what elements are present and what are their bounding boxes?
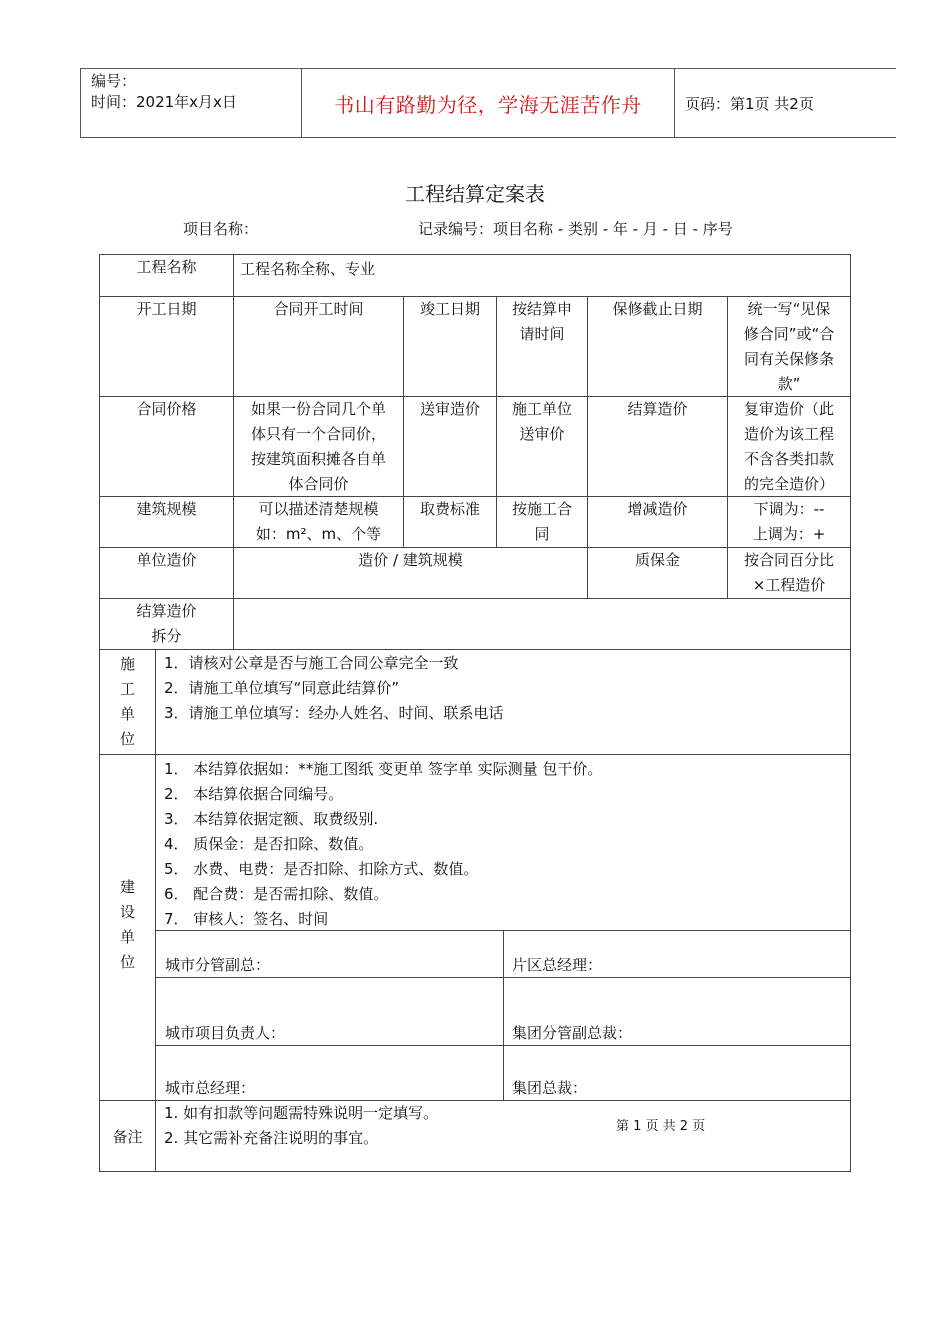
inline-page-number: 第 1 页 共 2 页 [616, 1119, 706, 1134]
list-item: 7． 审核人：签名、时间 [164, 910, 329, 928]
city-gm-sign-label: 城市总经理： [165, 1079, 256, 1097]
list-item: 1. 如有扣款等问题需特殊说明一定填写。 [164, 1104, 439, 1122]
cell-text: 结算造价 [136, 602, 197, 620]
list-item: 4． 质保金：是否扣除、数值。 [164, 835, 374, 853]
cell-text: 送审价 [519, 425, 565, 443]
label-char: 单 [119, 928, 135, 946]
settlement-cost-cell [587, 396, 728, 497]
region-gm-sign-label: 片区总经理： [512, 956, 603, 974]
contractor-label-cell [99, 649, 156, 755]
group-president-sign-label: 集团总裁： [512, 1079, 588, 1097]
review-cost-cell [727, 396, 851, 497]
label-char: 位 [119, 730, 135, 748]
cell-text: 竣工日期 [419, 300, 480, 318]
label-char: 工 [119, 680, 135, 698]
header-page-code: 页码：第1页 共2页 [675, 69, 897, 138]
label-char: 位 [119, 953, 135, 971]
remarks-content [155, 1100, 851, 1172]
building-scale-label [99, 496, 234, 548]
project-name-cell-value [233, 254, 851, 297]
cell-text: 增减造价 [627, 500, 688, 518]
list-item: 1．请核对公章是否与施工合同公章完全一致 [164, 654, 459, 672]
warranty-note-cell [727, 296, 851, 397]
cell-text: ×工程造价 [752, 576, 826, 594]
cell-text: 按施工合 [511, 500, 572, 518]
cell-text: 上调为：+ [752, 525, 826, 543]
building-scale-desc-cell [233, 496, 404, 548]
cell-text: 取费标准 [419, 500, 480, 518]
cell-text: 合同开工时间 [273, 300, 364, 318]
document-title: 工程结算定案表 [405, 182, 545, 206]
warranty-end-cell [587, 296, 728, 397]
cell-text: 按合同百分比 [743, 551, 834, 569]
cell-text: 开工日期 [136, 300, 197, 318]
contract-price-desc-cell [233, 396, 404, 497]
group-vp-sign-label: 集团分管副总裁： [512, 1024, 633, 1042]
label-char: 单 [119, 705, 135, 723]
cell-text: 合同价格 [136, 400, 197, 418]
project-name-cell-label [99, 254, 234, 297]
cell-text: 按建筑面积摊各自单 [250, 450, 386, 468]
per-contract-cell [496, 496, 588, 548]
cell-text: 拆分 [151, 627, 182, 645]
cell-text: 工程名称 [136, 258, 197, 276]
contractor-instructions [155, 649, 851, 755]
cell-text: 送审造价 [419, 400, 480, 418]
list-item: 2．请施工单位填写“同意此结算价” [164, 679, 400, 697]
list-item: 5． 水费、电费：是否扣除、扣除方式、数值。 [164, 860, 479, 878]
cell-text: 同 [534, 525, 550, 543]
label-char: 设 [119, 903, 135, 921]
cell-text: 修合同”或“合 [743, 325, 835, 343]
cell-text: 款” [777, 375, 801, 393]
city-vp-sign-label: 城市分管副总： [165, 956, 271, 974]
list-item: 3．请施工单位填写：经办人姓名、时间、联系电话 [164, 704, 504, 722]
header-meta [81, 69, 302, 138]
cell-text: 同有关保修条 [743, 350, 834, 368]
remarks-label-cell [99, 1100, 156, 1172]
cell-text: 备注 [112, 1128, 143, 1146]
cell-text: 的完全造价） [743, 475, 834, 493]
cell-text: 建筑规模 [136, 500, 197, 518]
unit-cost-formula-cell [233, 547, 588, 599]
adjusted-cost-cell [587, 496, 728, 548]
settlement-split-value [233, 598, 851, 650]
owner-instructions [155, 754, 851, 931]
cell-text: 可以描述清楚规模 [258, 500, 379, 518]
list-item: 1． 本结算依据如：**施工图纸 变更单 签字单 实际测量 包干价。 [164, 760, 603, 778]
fee-standard-cell [403, 496, 497, 548]
settlement-request-time-cell [496, 296, 588, 397]
cell-text: 结算造价 [627, 400, 688, 418]
cell-text: 保修截止日期 [612, 300, 703, 318]
header-box [80, 68, 896, 138]
cell-text: 请时间 [519, 325, 565, 343]
cell-text: 质保金 [634, 551, 680, 569]
contract-price-label [99, 396, 234, 497]
cell-text: 如：m²、m、个等 [255, 525, 382, 543]
owner-label-cell [99, 754, 156, 1101]
header-motto: 书山有路勤为径，学海无涯苦作舟 [302, 69, 675, 138]
list-item: 6． 配合费：是否需扣除、数值。 [164, 885, 389, 903]
city-pm-sign-label: 城市项目负责人： [165, 1024, 286, 1042]
label-char: 施 [119, 655, 135, 673]
cell-text: 施工单位 [511, 400, 572, 418]
settlement-split-label [99, 598, 234, 650]
record-number-label: 记录编号：项目名称 - 类别 - 年 - 月 - 日 - 序号 [418, 220, 733, 238]
cell-text: 如果一份合同几个单 [250, 400, 386, 418]
submitted-cost-cell [403, 396, 497, 497]
contract-start-cell [233, 296, 404, 397]
cell-text: 复审造价（此 [743, 400, 834, 418]
label-char: 建 [119, 878, 135, 896]
cell-text: 体合同价 [288, 475, 349, 493]
start-date-label [99, 296, 234, 397]
list-item: 3． 本结算依据定额、取费级别. [164, 810, 379, 828]
list-item: 2. 其它需补充备注说明的事宜。 [164, 1129, 379, 1147]
adjustment-direction-cell [727, 496, 851, 548]
contractor-submitted-price-cell [496, 396, 588, 497]
unit-cost-label [99, 547, 234, 599]
cell-text: 统一写“见保 [747, 300, 831, 318]
completion-date-cell [403, 296, 497, 397]
cell-text: 下调为：-- [753, 500, 825, 518]
cell-text: 单位造价 [136, 551, 197, 569]
retention-label-cell [587, 547, 728, 599]
cell-text: 按结算申 [511, 300, 572, 318]
time-label: 时间：2021年x月x日 [91, 93, 237, 111]
cell-text: 造价 / 建筑规模 [358, 551, 463, 569]
cell-text: 造价为该工程 [743, 425, 834, 443]
project-name-label: 项目名称： [183, 220, 259, 238]
cell-text: 不含各类扣款 [743, 450, 834, 468]
number-label: 编号： [91, 72, 137, 90]
cell-text: 体只有一个合同价， [250, 425, 386, 443]
retention-formula-cell [727, 547, 851, 599]
cell-text: 工程名称全称、专业 [240, 260, 376, 278]
list-item: 2． 本结算依据合同编号。 [164, 785, 344, 803]
